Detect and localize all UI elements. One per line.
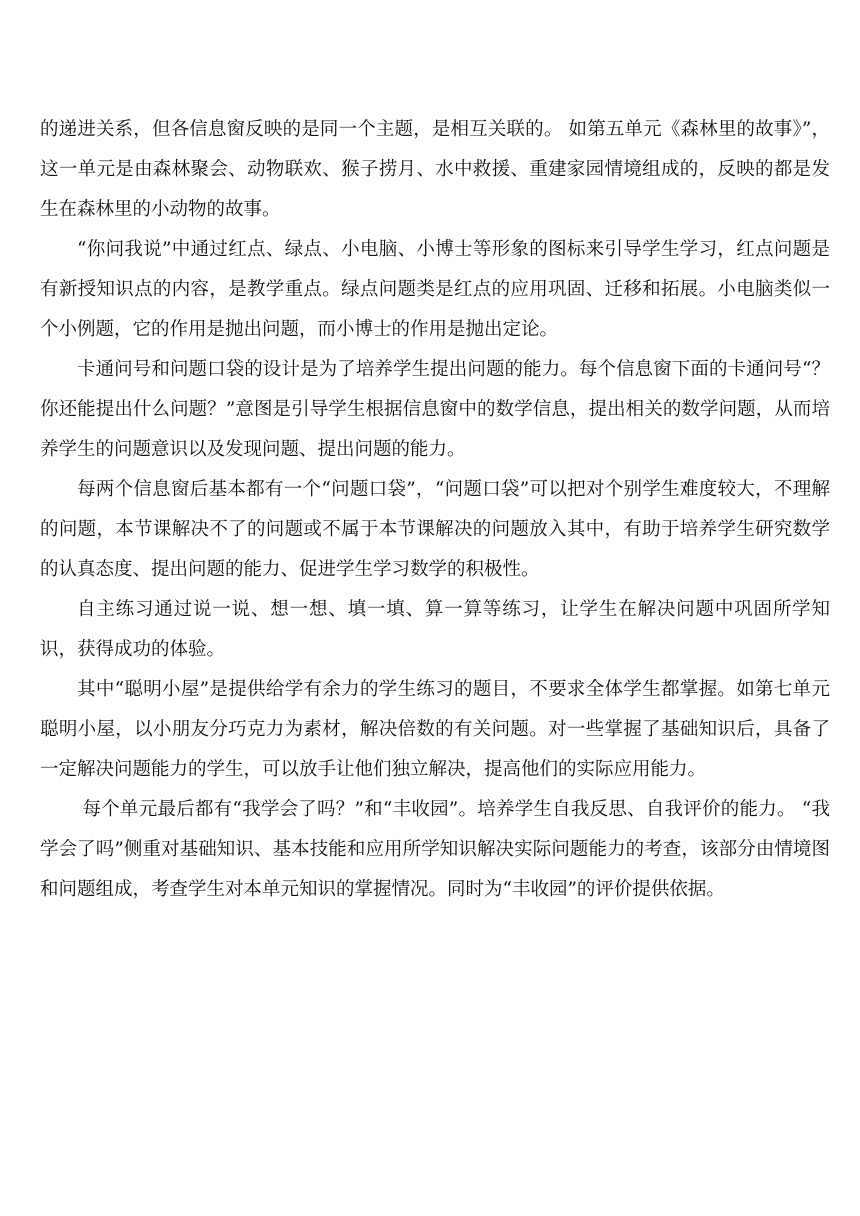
paragraph-self-practice: 自主练习通过说一说、想一想、填一填、算一算等练习，让学生在解决问题中巩固所学知识，获得成功的体验。 bbox=[40, 599, 830, 660]
paragraph-unit-review: 每个单元最后都有“我学会了吗？”和“丰收园”。培养学生自我反思、自我评价的能力。 “我学会了吗”侧重对基础知识、基本技能和应用所学知识解决实际问题能力的考查，该部分由情境图和问题组成，考查学生对本单元知识的掌握情况。同时为“丰收园”的评价提供依据。 bbox=[40, 799, 830, 900]
paragraph-ni-wen-wo-shuo: “你问我说”中通过红点、绿点、小电脑、小博士等形象的图标来引导学生学习，红点问题是有新授知识点的内容，是教学重点。绿点问题类是红点的应用巩固、迁移和拓展。小电脑类似一个小例题，它的作用是抛出问题，而小博士的作用是抛出定论。 bbox=[40, 239, 830, 340]
paragraph-question-pocket: 每两个信息窗后基本都有一个“问题口袋”，“问题口袋”可以把对个别学生难度较大，不理解的问题，本节课解决不了的问题或不属于本节课解决的问题放入其中，有助于培养学生研究数学的认真态度、提出问题的能力、促进学生学习数学的积极性。 bbox=[40, 479, 830, 580]
paragraph-smart-house: 其中“聪明小屋”是提供给学有余力的学生练习的题目，不要求全体学生都掌握。如第七单元聪明小屋，以小朋友分巧克力为素材，解决倍数的有关问题。对一些掌握了基础知识后，具备了一定解决问题能力的学生，可以放手让他们独立解决，提高他们的实际应用能力。 bbox=[40, 679, 830, 780]
paragraph-cartoon-question: 卡通问号和问题口袋的设计是为了培养学生提出问题的能力。每个信息窗下面的卡通问号“？你还能提出什么问题？”意图是引导学生根据信息窗中的数学信息，提出相关的数学问题，从而培养学生的问题意识以及发现问题、提出问题的能力。 bbox=[40, 359, 830, 460]
paragraph-unit-theme: 的递进关系，但各信息窗反映的是同一个主题，是相互关联的。 如第五单元《森林里的故事》”，这一单元是由森林聚会、动物联欢、猴子捞月、水中救援、重建家园情境组成的，反映的都是发生在森林里的小动物的故事。 bbox=[40, 119, 830, 220]
document-page bbox=[40, 110, 830, 910]
